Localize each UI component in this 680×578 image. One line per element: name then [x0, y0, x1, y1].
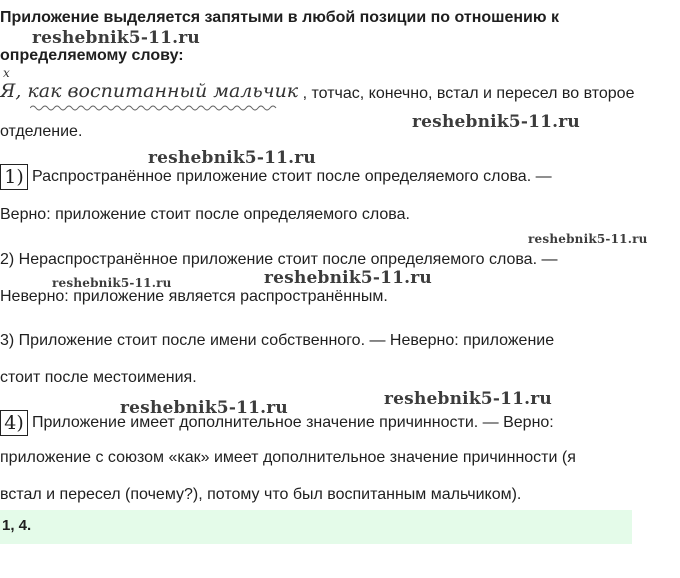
watermark: reshebnik5-11.ru — [264, 268, 432, 288]
watermark: reshebnik5-11.ru — [32, 28, 200, 48]
example-line-1 — [0, 82, 634, 104]
item-3-line-2: стоит после местоимения. — [0, 369, 197, 386]
watermark: reshebnik5-11.ru — [384, 389, 552, 409]
watermark: reshebnik5-11.ru — [412, 112, 580, 132]
item-4-text: Приложение имеет дополнительное значение причинности. — Верно: — [32, 414, 554, 432]
item-2-line-1: 2) Нераспространённое приложение стоит после определяемого слова. — — [0, 251, 558, 268]
wavy-underline — [30, 104, 280, 112]
watermark: reshebnik5-11.ru — [120, 398, 288, 418]
watermark: reshebnik5-11.ru — [528, 232, 648, 246]
example-line-2: отделение. — [0, 123, 83, 140]
watermark: reshebnik5-11.ru — [52, 276, 172, 290]
heading-line-2: определяемому слову: — [0, 47, 184, 64]
item-3-line-1: 3) Приложение стоит после имени собственного. — Неверно: приложение — [0, 332, 555, 349]
heading-line-1: Приложение выделяется запятыми в любой позиции по отношению к — [0, 9, 559, 26]
item-4-box: 4) — [0, 410, 28, 436]
item-4-line-3: встал и пересел (почему?), потому что был воспитанным мальчиком). — [0, 486, 522, 503]
watermark: reshebnik5-11.ru — [148, 148, 316, 168]
item-4-line-2: приложение с союзом «как» имеет дополнительное значение причинности (я — [0, 449, 576, 466]
example-handwritten: Я, как воспитанный мальчик — [0, 80, 299, 102]
item-1-text: Распространённое приложение стоит после определяемого слова. — — [32, 168, 552, 186]
answer-text: 1, 4. — [2, 517, 32, 534]
item-1-box: 1) — [0, 164, 28, 190]
example-mark: х — [3, 66, 10, 80]
item-1-line-2: Верно: приложение стоит после определяемого слова. — [0, 206, 410, 223]
answer-bar — [0, 510, 632, 544]
item-2-line-2: Неверно: приложение является распространённым. — [0, 288, 388, 305]
example-rest: , тотчас, конечно, встал и пересел во второе — [298, 85, 635, 102]
